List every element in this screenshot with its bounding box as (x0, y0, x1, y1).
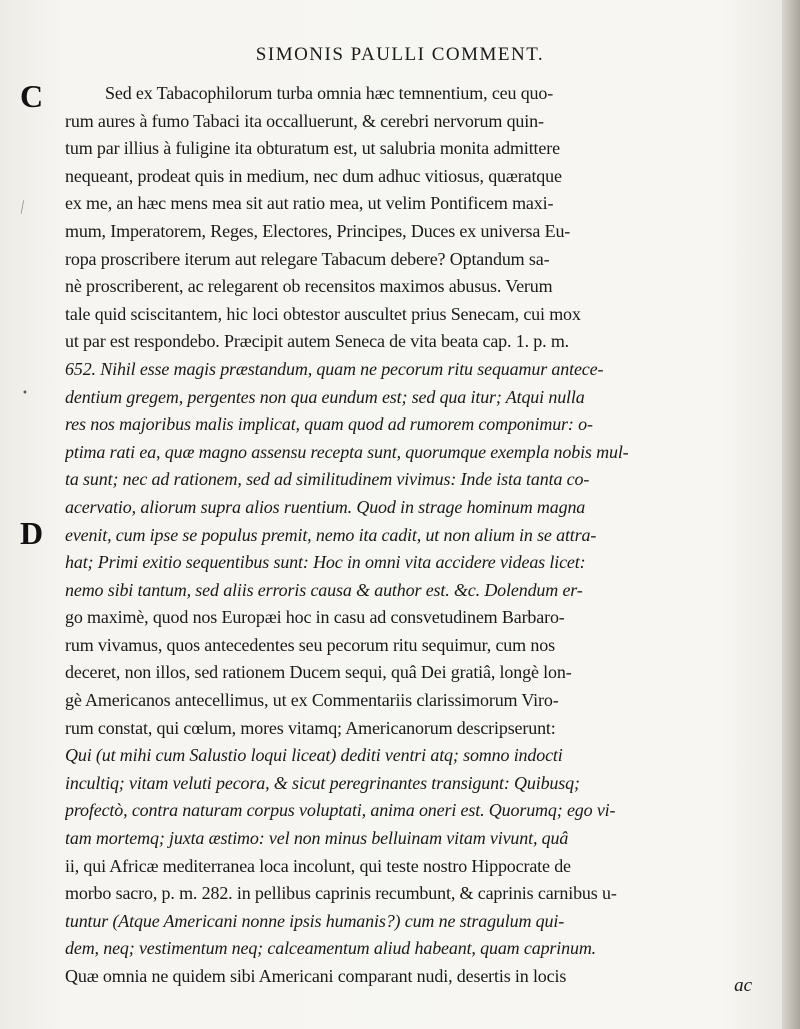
text-line: gè Americanos antecellimus, ut ex Commentariis clarissimorum Viro- (65, 690, 559, 711)
text-line: ta sunt; nec ad rationem, sed ad similitudinem vivimus: Inde ista tanta co- (65, 469, 590, 490)
text-line: nè proscriberent, ac relegarent ob recensitos maximos abusus. Verum (65, 276, 553, 297)
text-line: rum constat, qui cœlum, mores vitamq; Americanorum descripserunt: (65, 717, 556, 738)
text-line: Qui (ut mihi cum Salustio loqui liceat) dediti ventri atq; somno indocti (65, 745, 563, 766)
text-line: incultiq; vitam veluti pecora, & sicut peregrinantes transigunt: Quibusq; (65, 772, 580, 793)
text-line: 652. Nihil esse magis præstandum, quam ne pecorum ritu sequamur antece- (65, 358, 604, 379)
catchword: ac (734, 975, 752, 996)
text-line: hat; Primi exitio sequentibus sunt: Hoc in omni vita accidere videas licet: (65, 552, 586, 573)
running-header: SIMONIS PAULLI COMMENT. (255, 44, 545, 65)
text-line: profectò, contra naturam corpus voluptati, anima oneri est. Quorumq; ego vi- (65, 800, 616, 821)
body-text (65, 80, 755, 991)
text-line: ut par est respondebo. Præcipit autem Seneca de vita beata cap. 1. p. m. (65, 331, 570, 352)
text-line: ii, qui Africæ mediterranea loca incolunt, qui teste nostro Hippocrate de (65, 855, 571, 876)
text-line: dem, neq; vestimentum neq; calceamentum aliud habeant, quam caprinum. (65, 938, 597, 959)
text-line: Quæ omnia ne quidem sibi Americani comparant nudi, desertis in locis (65, 966, 567, 986)
marginal-letter-c: C (20, 78, 44, 114)
margin-dot-mark: • (22, 388, 28, 399)
text-line: tam mortemq; juxta æstimo: vel non minus belluinam vitam vivunt, quâ (65, 828, 569, 849)
text-line: rum vivamus, quos antecedentes seu pecorum ritu sequimur, cum nos (65, 634, 555, 655)
text-line: nequeant, prodeat quis in medium, nec dum adhuc vitiosus, quæratque (65, 165, 562, 186)
text-line: evenit, cum ipse se populus premit, nemo ita cadit, ut non alium in se attra- (65, 524, 597, 545)
marginal-letter-d: D (20, 515, 44, 551)
text-line: mum, Imperatorem, Reges, Electores, Principes, Duces ex universa Eu- (65, 220, 571, 241)
text-line: tuntur (Atque Americani nonne ipsis humanis?) cum ne stragulum qui- (65, 910, 565, 931)
text-line: ptima rati ea, quæ magno assensu recepta sunt, quorumque exempla nobis mul- (65, 441, 629, 462)
text-line: dentium gregem, pergentes non qua eundum est; sed qua itur; Atqui nulla (65, 386, 585, 407)
text-line: ropa proscribere iterum aut relegare Tabacum debere? Optandum sa- (65, 248, 550, 269)
text-line: ex me, an hæc mens mea sit aut ratio mea, ut velim Pontificem maxi- (65, 193, 554, 214)
text-line: go maximè, quod nos Europæi hoc in casu ad consvetudinem Barbaro- (65, 607, 565, 628)
text-line: acervatio, aliorum supra alios ruentium. Quod in strage hominum magna (65, 496, 586, 517)
page-edge-shadow (782, 0, 800, 1029)
text-line: tum par illius à fuligine ita obturatum est, ut salubria monita admittere (65, 138, 560, 159)
text-line: res nos majoribus malis implicat, quam quod ad rumorem componimur: o- (65, 414, 593, 435)
text-line: morbo sacro, p. m. 282. in pellibus caprinis recumbunt, & caprinis carnibus u- (65, 883, 617, 904)
margin-stroke-mark: ⟋ (14, 198, 32, 218)
text-line: rum aures à fumo Tabaci ita occalluerunt, & cerebri nervorum quin- (65, 110, 544, 131)
text-line: Sed ex Tabacophilorum turba omnia hæc temnentium, ceu quo- (105, 83, 554, 103)
text-line: tale quid sciscitantem, hic loci obtestor auscultet prius Senecam, cui mox (65, 303, 581, 324)
text-line: deceret, non illos, sed rationem Ducem sequi, quâ Dei gratiâ, longè lon- (65, 662, 572, 683)
text-line: nemo sibi tantum, sed aliis erroris causa & author est. &c. Dolendum er- (65, 579, 583, 600)
